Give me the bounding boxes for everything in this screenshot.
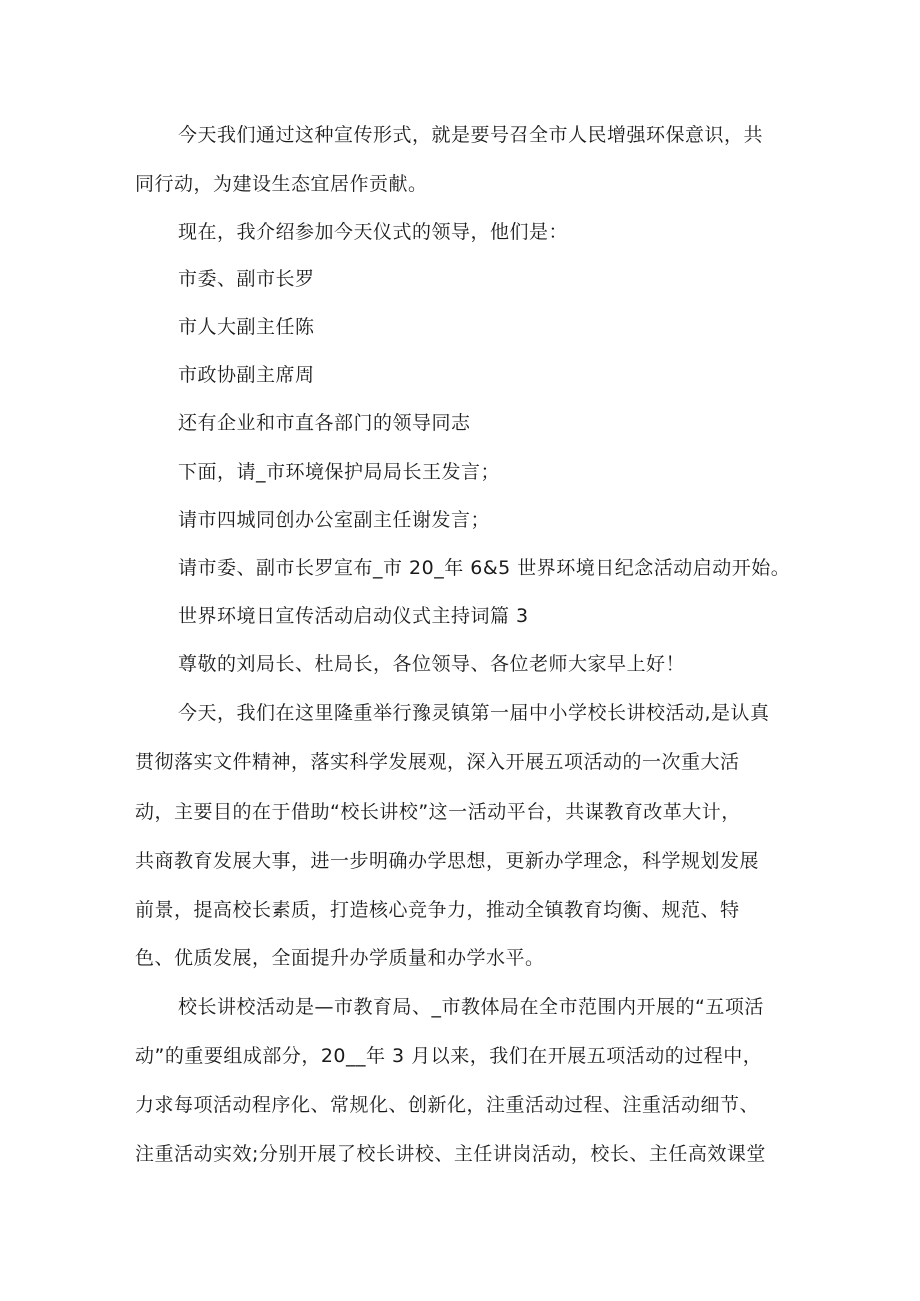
paragraph-line: 动，主要目的在于借助“校长讲校”这一活动平台，共谋教育改革大计， — [135, 801, 741, 823]
paragraph-line: 今天，我们在这里隆重举行豫灵镇第一届中小学校长讲校活动,是认真 — [178, 702, 770, 724]
paragraph-line: 共商教育发展大事，进一步明确办学思想，更新办学理念，科学规划发展 — [135, 850, 760, 872]
paragraph-line: 同行动，为建设生态宜居作贡献。 — [135, 173, 428, 195]
paragraph-line: 今天我们通过这种宣传形式，就是要号召全市人民增强环保意识，共 — [178, 124, 764, 146]
paragraph-line: 力求每项活动程序化、常规化、创新化，注重活动过程、注重活动细节、 — [135, 1094, 760, 1116]
paragraph-line: 校长讲校活动是—市教育局、_市教体局在全市范围内开展的“五项活 — [178, 996, 764, 1018]
paragraph-line: 前景，提高校长素质，打造核心竞争力，推动全镇教育均衡、规范、特 — [135, 899, 740, 921]
paragraph-line: 下面，请_市环境保护局局长王发言； — [178, 461, 501, 483]
paragraph-line: 注重活动实效;分别开展了校长讲校、主任讲岗活动，校长、主任高效课堂 — [135, 1143, 766, 1165]
paragraph-line: 动”的重要组成部分，20__年 3 月以来，我们在开展五项活动的过程中， — [135, 1045, 763, 1067]
paragraph-line: 尊敬的刘局长、杜局长，各位领导、各位老师大家早上好！ — [178, 653, 686, 675]
paragraph-line: 贯彻落实文件精神，落实科学发展观，深入开展五项活动的一次重大活 — [135, 751, 740, 773]
paragraph-line: 市政协副主席周 — [178, 364, 315, 386]
paragraph-line: 色、优质发展，全面提升办学质量和办学水平。 — [135, 947, 545, 969]
paragraph-line: 市人大副主任陈 — [178, 316, 315, 338]
section-heading: 世界环境日宣传活动启动仪式主持词篇 3 — [178, 605, 529, 627]
paragraph-line: 请市四城同创办公室副主任谢发言； — [178, 509, 491, 531]
paragraph-line: 请市委、副市长罗宣布_市 20_年 6&5 世界环境日纪念活动启动开始。 — [178, 557, 791, 579]
paragraph-line: 市委、副市长罗 — [178, 268, 315, 290]
paragraph-line: 还有企业和市直各部门的领导同志 — [178, 412, 471, 434]
paragraph-line: 现在，我介绍参加今天仪式的领导，他们是： — [178, 221, 569, 243]
